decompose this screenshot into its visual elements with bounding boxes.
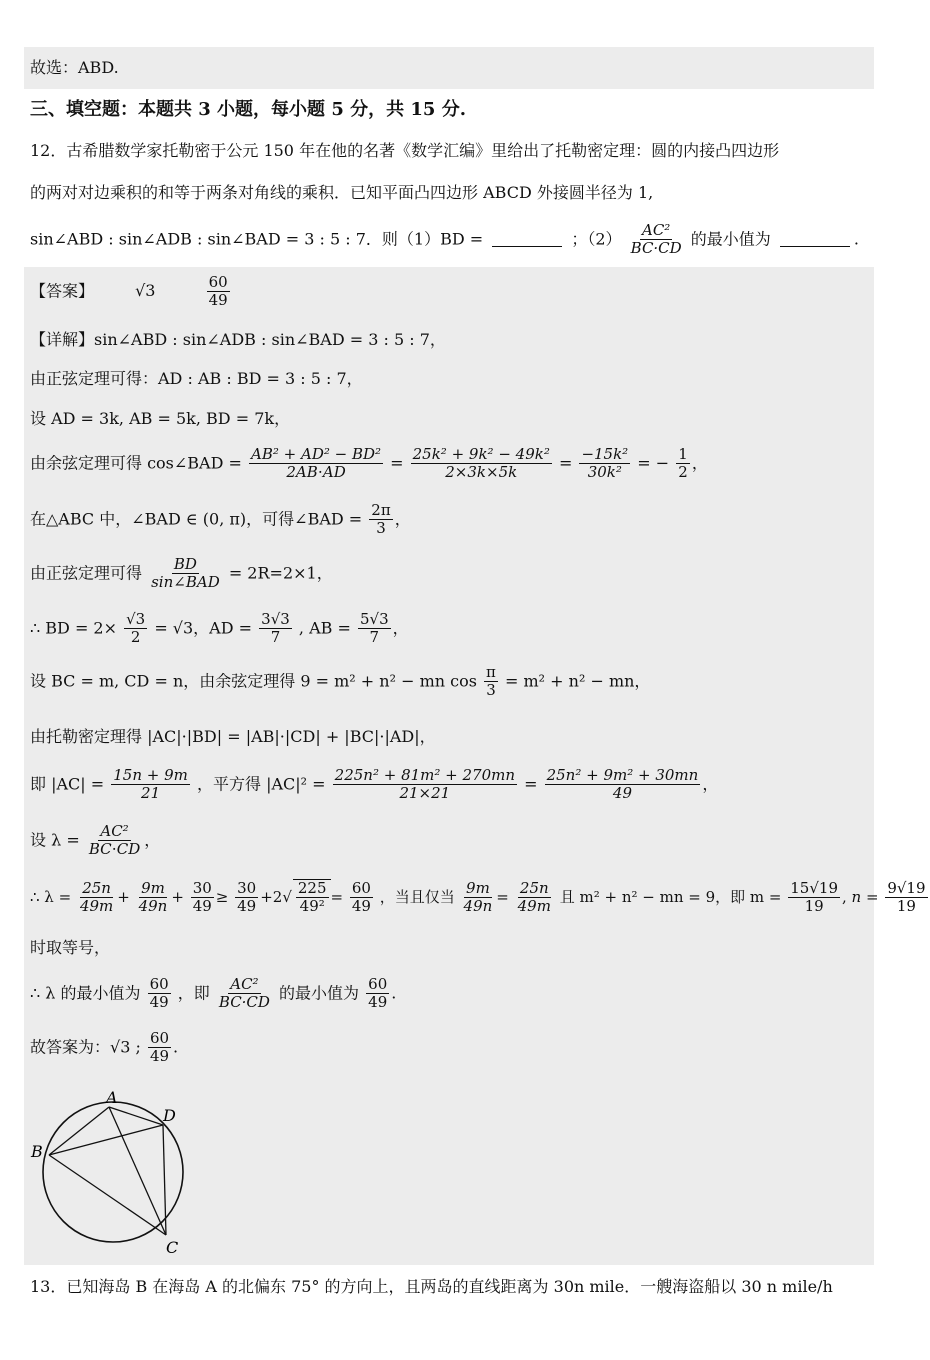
vertex-label-c: C	[166, 1238, 179, 1257]
detail-line-9: 由托勒密定理得 |AC|·|BD| = |AB|·|CD| + |BC|·|AD|，	[30, 727, 436, 746]
vertex-label-a: A	[106, 1088, 118, 1107]
vertex-label-d: D	[163, 1106, 176, 1125]
detail-line-10: 即 |AC| = $\frac{15n + 9m}{21}$ ，平方得 |AC|² = $\frac{\text{225n² + 81m² + 270mn}}{21\times 21}$ = $\frac{\text{25n² + 9m² + 30mn}}{49}$ ，	[30, 766, 719, 803]
q12-ratio-text: sin∠ABD : sin∠ADB : sin∠BAD = 3 : 5 : 7．则（1）BD =	[30, 229, 484, 249]
answer-value-2: $\frac{60}{49}$	[208, 273, 228, 310]
q12-part-2-label: ；（2）	[571, 229, 622, 249]
detail-line-6: 由正弦定理可得 $\frac{BD}{\text{sin∠BAD}}$ = 2R=2×1，	[30, 555, 333, 592]
cyclic-quadrilateral-figure	[26, 1085, 206, 1260]
side-bd	[49, 1125, 163, 1155]
q12-line-3: sin∠ABD : sin∠ADB : sin∠BAD = 3 : 5 : 7．则（1）BD = ；（2） $\frac{\text{AC²}}{BC\cdot CD}$ 的最小值为 .	[30, 221, 859, 258]
detail-line-2: 由正弦定理可得：AD : AB : BD = 3 : 5 : 7，	[30, 369, 363, 388]
vertex-label-b: B	[31, 1142, 43, 1161]
side-ab	[49, 1107, 109, 1155]
circumcircle	[43, 1102, 183, 1242]
detail-line-7: ∴ BD = 2× $\frac{√3}{2}$ = √3，AD = $\frac{3√3}{7}$ , AB = $\frac{5√3}{7}$ ，	[30, 610, 409, 647]
detail-line-12: ∴ λ = $\frac{25n}{49m}$ + $\frac{9m}{49n}$ + $\frac{30}{49}$ ≥ $\frac{30}{49}$ +2√ $\frac{225}{\text{49²}}$ = $\frac{60}{49}$ ，当且仅当 $\frac{9m}{49n}$ = $\frac{25n}{49m}$ 且 m² + n² − mn = 9，即 m = $\frac{15√19}{19}$ , n = $\frac{9√19}{19}$	[30, 879, 926, 916]
detail-line-1: 【详解】sin∠ABD : sin∠ADB : sin∠BAD = 3 : 5 : 7，	[30, 330, 446, 349]
detail-line-4: 由余弦定理可得 cos∠BAD = $\frac{\text{AB² + AD² − BD²}}{2AB\cdot AD}$ = $\frac{\text{25k² + 9k² − 49k²}}{2\times 3k\times 5k}$ = $\frac{\text{−15k²}}{\text{30k²}}$ = − $\frac{1}{2}$ ，	[30, 445, 708, 482]
q12-min-label: 的最小值为	[690, 229, 771, 249]
detail-line-15: 故答案为：√3 ; $\frac{60}{49}$ .	[30, 1029, 179, 1066]
answer-label: 【答案】	[30, 281, 95, 301]
answer-line	[30, 274, 232, 310]
q13-line-1: 13．已知海岛 B 在海岛 A 的北偏东 75° 的方向上，且两岛的直线距离为 30n mile．一艘海盗船以 30 n mile/h	[30, 1277, 833, 1296]
detail-line-11: 设 λ = $\frac{\text{AC²}}{BC\cdot CD}$ ，	[30, 822, 161, 859]
q12-blank-2[interactable]	[780, 246, 850, 247]
previous-answer-band	[24, 47, 874, 89]
q12-fraction: $\frac{\text{AC²}}{BC\cdot CD}$	[630, 221, 682, 258]
detail-line-13: 时取等号，	[30, 938, 111, 957]
q12-blank-1[interactable]	[492, 246, 562, 247]
answer-value-1: √3	[135, 281, 156, 301]
q12-line-1: 12．古希腊数学家托勒密于公元 150 年在他的名著《数学汇编》里给出了托勒密定理：圆的内接凸四边形	[30, 141, 780, 160]
detail-line-3: 设 AD = 3k, AB = 5k, BD = 7k，	[30, 409, 291, 428]
q12-line-2: 的两对对边乘积的和等于两条对角线的乘积．已知平面凸四边形 ABCD 外接圆半径为 1,	[30, 183, 654, 202]
previous-answer-text: 故选：ABD.	[30, 58, 119, 77]
detail-line-14: ∴ λ 的最小值为 $\frac{60}{49}$ ，即 $\frac{\text{AC²}}{BC\cdot CD}$ 的最小值为 $\frac{60}{49}$ .	[30, 975, 397, 1012]
detail-line-5: 在△ABC 中，∠BAD ∈ (0, π)，可得∠BAD = $\frac{2\pi}{3}$ ，	[30, 501, 411, 538]
section-header: 三、填空题：本题共 3 小题，每小题 5 分，共 15 分.	[30, 99, 466, 120]
detail-line-8: 设 BC = m, CD = n，由余弦定理得 9 = m² + n² − mn cos $\frac{\pi}{3}$ = m² + n² − mn，	[30, 663, 651, 700]
